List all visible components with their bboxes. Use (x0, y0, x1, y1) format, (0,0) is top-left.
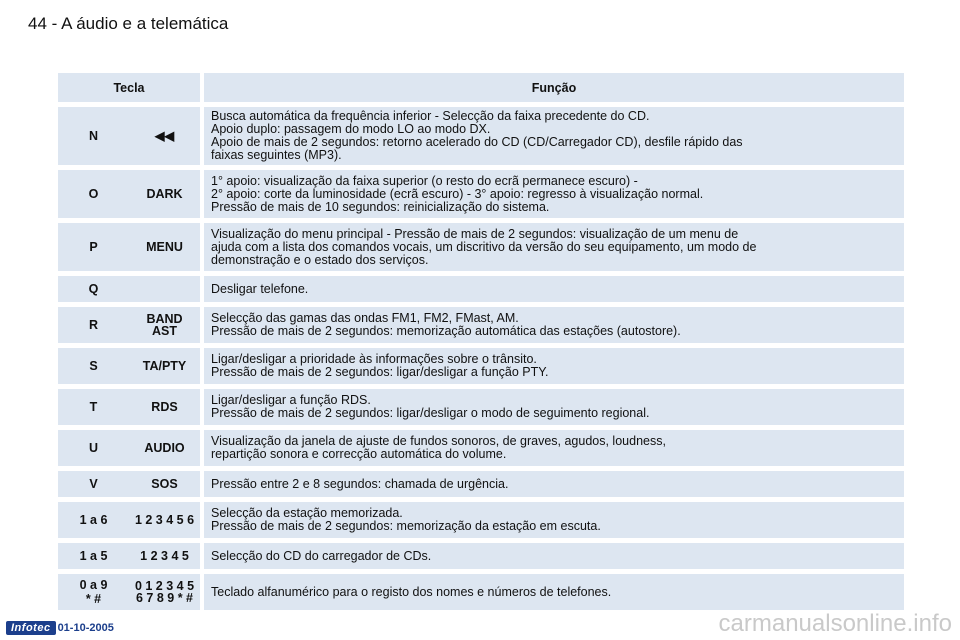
row-letter-text: Q (88, 282, 99, 296)
row-function-text: Visualização do menu principal - Pressão de mais de 2 segundos: visualização de um menu de ajuda com a lista dos comandos vocais, um discritivo da versão do seu equipamento, um modo de demonstração e o estado dos serviços. (211, 226, 757, 267)
table-row (58, 574, 904, 610)
row-function (204, 543, 904, 569)
row-key-text: TA/PTY (142, 359, 187, 373)
row-letter-text: N (88, 129, 99, 143)
footer (6, 620, 114, 636)
row-letter (58, 471, 129, 497)
table-row (58, 502, 904, 538)
page-title: 44 - A áudio e a telemática (28, 14, 229, 33)
table-row (58, 223, 904, 271)
row-letter (58, 430, 129, 466)
table-row (58, 170, 904, 218)
row-letter-text: R (88, 318, 99, 332)
row-letter-text: 1 a 6 (79, 513, 108, 527)
table-body (58, 107, 904, 610)
row-key-text: MENU (146, 240, 183, 254)
row-function (204, 389, 904, 425)
row-function (204, 574, 904, 610)
row-function-text: Selecção das gamas das ondas FM1, FM2, FMast, AM. Pressão de mais de 2 segundos: memorização automática das estações (autostore). (211, 311, 681, 338)
row-function-text: Teclado alfanumérico para o registo dos nomes e números de telefones. (211, 584, 612, 599)
row-function-text: Selecção do CD do carregador de CDs. (211, 548, 432, 563)
row-letter-text: P (89, 240, 98, 254)
table-row (58, 543, 904, 569)
row-key (129, 276, 200, 302)
watermark: carmanualsonline.info (718, 610, 952, 637)
row-letter (58, 307, 129, 343)
row-key (129, 543, 200, 569)
table-row (58, 471, 904, 497)
table-row (58, 430, 904, 466)
row-function (204, 348, 904, 384)
row-function-text: Visualização da janela de ajuste de fundos sonoros, de graves, agudos, loudness, repartição sonora e correcção automática do volume. (211, 434, 666, 461)
table-row (58, 107, 904, 165)
row-letter (58, 170, 129, 218)
row-function-text: Selecção da estação memorizada. Pressão de mais de 2 segundos: memorização da estação em escuta. (211, 506, 601, 533)
row-function (204, 307, 904, 343)
column-header-key: Tecla (58, 73, 200, 102)
column-header-function: Função (204, 73, 904, 102)
row-function (204, 471, 904, 497)
row-letter (58, 348, 129, 384)
row-letter (58, 107, 129, 165)
row-letter (58, 543, 129, 569)
row-key (129, 307, 200, 343)
table-header-row (58, 73, 904, 102)
table-row (58, 307, 904, 343)
row-letter (58, 276, 129, 302)
row-key-text: AUDIO (144, 441, 185, 455)
function-table (58, 68, 904, 615)
row-key (129, 170, 200, 218)
row-function (204, 276, 904, 302)
row-letter-text: 1 a 5 (79, 549, 108, 563)
row-letter (58, 502, 129, 538)
row-function-text: Ligar/desligar a função RDS. Pressão de mais de 2 segundos: ligar/desligar o modo de seguimento regional. (211, 393, 650, 420)
row-key-text: 1 2 3 4 5 (140, 549, 189, 563)
row-letter (58, 389, 129, 425)
row-letter-text: S (89, 359, 98, 373)
row-function-text: Pressão entre 2 e 8 segundos: chamada de urgência. (211, 476, 509, 491)
table-row (58, 348, 904, 384)
row-letter (58, 223, 129, 271)
row-function-text: Busca automática da frequência inferior - Selecção da faixa precedente do CD. Apoio duplo: passagem do modo LO ao modo DX. Apoio de mais de 2 segundos: retorno acelerado do CD (CD/Carregador CD), desfile rápido das faixas seguintes (MP3). (211, 109, 743, 162)
row-function-text: Ligar/desligar a prioridade às informações sobre o trânsito. Pressão de mais de 2 segundos: ligar/desligar a função PTY. (211, 352, 549, 379)
row-key (129, 574, 200, 610)
row-key (129, 107, 200, 165)
row-key (129, 223, 200, 271)
infotec-logo: Infotec (6, 621, 56, 635)
row-key (129, 430, 200, 466)
row-key-text: RDS (151, 400, 178, 414)
row-letter-text: U (88, 441, 99, 455)
row-function (204, 430, 904, 466)
row-key-text: BAND AST (146, 312, 183, 338)
row-letter-text: 0 a 9 * # (79, 578, 108, 606)
row-function-text: Desligar telefone. (211, 281, 309, 296)
row-key (129, 389, 200, 425)
rewind-icon: ◀◀ (154, 129, 175, 143)
row-function (204, 107, 904, 165)
table-row (58, 276, 904, 302)
row-function (204, 223, 904, 271)
row-key (129, 502, 200, 538)
row-key (129, 348, 200, 384)
row-letter-text: O (88, 187, 99, 201)
row-function (204, 502, 904, 538)
row-function (204, 170, 904, 218)
table-row (58, 389, 904, 425)
row-key-text: 1 2 3 4 5 6 (134, 513, 195, 527)
row-key-text: 0 1 2 3 4 5 6 7 8 9 * # (134, 579, 195, 605)
row-letter-text: T (89, 400, 98, 414)
footer-date: 01-10-2005 (57, 622, 114, 634)
row-key-text: SOS (151, 477, 178, 491)
row-key-text: DARK (146, 187, 183, 201)
row-letter-text: V (89, 477, 98, 491)
row-function-text: 1° apoio: visualização da faixa superior (o resto do ecrã permanece escuro) - 2° apoio: corte da luminosidade (ecrã escuro) - 3° apoio: regresso à visualização normal. Pressão de mais de 10 segundos: reinicialização do sistema. (211, 173, 704, 214)
row-key (129, 471, 200, 497)
row-letter (58, 574, 129, 610)
